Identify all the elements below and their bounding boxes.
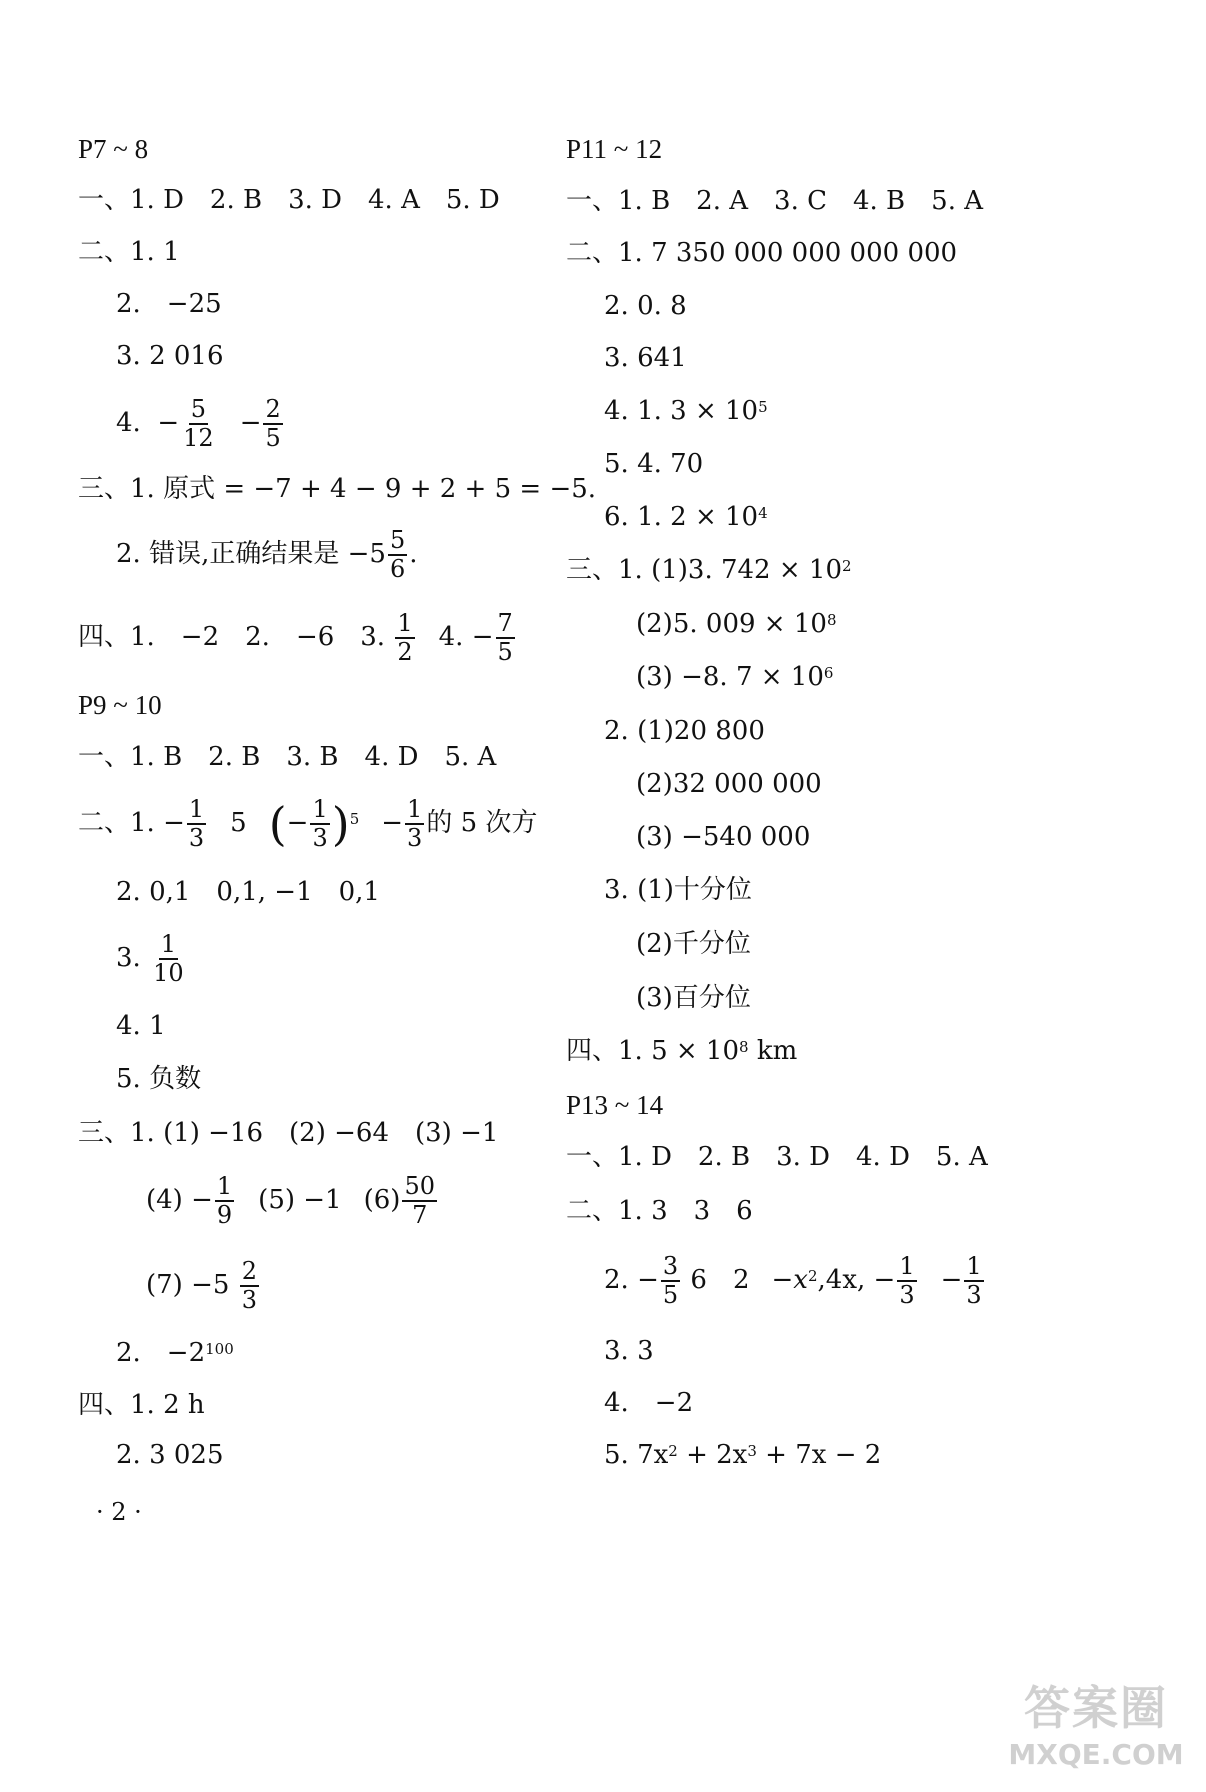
answer-row: 一、1. D 2. B 3. D 4. D 5. A	[566, 1142, 988, 1172]
answer-row: 一、1. B 2. A 3. C 4. B 5. A	[566, 186, 984, 216]
answer-row: 一、1. D 2. B 3. D 4. A 5. D	[78, 185, 500, 215]
fraction: $\frac{50}{7}$	[404, 1171, 435, 1229]
answer-row: 3. 3	[604, 1336, 654, 1366]
fraction: $\frac{1}{10}$	[153, 929, 184, 987]
section-title-p13-14: P13 ~ 14	[566, 1090, 664, 1120]
answer-row: 2. 错误,正确结果是 −5 $\frac{5}{6}$ .	[116, 525, 418, 583]
fraction: $\frac{1}{9}$	[216, 1171, 233, 1229]
answer-row: (3) −540 000	[636, 822, 811, 852]
page-number: · 2 ·	[96, 1498, 142, 1526]
watermark-text: 答案圈	[1024, 1681, 1168, 1735]
fraction: $\frac{1}{3}$	[312, 794, 328, 852]
section-title-p9-10: P9 ~ 10	[78, 690, 162, 720]
answer-row: 2. 0,1 0,1, −1 0,1	[116, 877, 380, 907]
answer-row: 四、1. −2 2. −6 3. $\frac{1}{2}$ 4. − $\frac{7}{5}$	[78, 608, 513, 666]
watermark-logo	[996, 1672, 1196, 1784]
answer-row: 3. (1)十分位	[604, 875, 752, 905]
answer-row: 一、1. B 2. B 3. B 4. D 5. A	[78, 742, 497, 772]
answer-row: (3) −8. $7 \times 10^6$	[636, 662, 834, 692]
answer-row: 5. 4. 70	[604, 449, 704, 479]
answer-row: 2. 0. 8	[604, 291, 687, 321]
answer-row: 2. −25	[116, 289, 222, 319]
answer-row: 二、1. 7 350 000 000 000 000	[566, 238, 958, 268]
section-title-p7-8: P7 ~ 8	[78, 134, 149, 164]
fraction: $\frac{1}{3}$	[188, 794, 205, 852]
answer-row: 4. 1. $3 \times 10^5$	[604, 396, 768, 426]
watermark-url: MXQE.COM	[1008, 1738, 1184, 1771]
fraction: $\frac{7}{5}$	[497, 608, 513, 666]
answer-row: 2. (1)20 800	[604, 716, 765, 746]
answer-row: (3)百分位	[636, 983, 751, 1013]
answer-row: 5. 负数	[116, 1064, 202, 1094]
answer-row: (4) − $\frac{1}{9}$ (5) −1 (6) $\frac{50}{7}$	[146, 1171, 435, 1229]
fraction: $\frac{1}{3}$	[407, 794, 423, 852]
answer-row: 5. $7x^2 + 2x^3 + 7x - 2$	[604, 1440, 882, 1470]
answer-row: 三、1. 原式 = −7 + 4 − 9 + 2 + 5 = −5.	[78, 474, 597, 504]
answer-row: 二、1. 1	[78, 237, 180, 267]
fraction: $\frac{1}{3}$	[899, 1251, 915, 1309]
answer-row: 4. −2	[604, 1388, 694, 1418]
fraction: $\frac{5}{12}$	[183, 394, 214, 452]
answer-row: 6. 1. $2 \times 10^4$	[604, 502, 768, 532]
answer-row: 4. 1	[116, 1011, 166, 1041]
answer-row: 3. $\frac{1}{10}$	[116, 929, 184, 987]
section-title-p11-12: P11 ~ 12	[566, 134, 663, 164]
answer-row: 2. $-2^{100}$	[116, 1338, 234, 1368]
answer-row: 二、1. 3 3 6	[566, 1196, 753, 1226]
answer-row: (2)32 000 000	[636, 769, 822, 799]
answer-row: 四、1. 2 h	[78, 1390, 205, 1420]
answer-row: (2)千分位	[636, 929, 751, 959]
answer-row: 2. − $\frac{3}{5}$ 6 $2 -x^2,4x$, − $\frac{1}{3}$ − $\frac{1}{3}$	[604, 1251, 982, 1309]
answer-row: 二、1. − $\frac{1}{3}$ 5 (− $\frac{1}{3}$ )$^5$ − $\frac{1}{3}$ 的 5 次方	[78, 794, 538, 852]
fraction: $\frac{5}{6}$	[389, 525, 406, 583]
answer-row: (2)5. $009 \times 10^8$	[636, 609, 837, 639]
answer-row: 3. 641	[604, 343, 687, 373]
answer-row: (7) −5 $\frac{2}{3}$	[146, 1256, 257, 1314]
answer-row: 三、1. (1) −16 (2) −64 (3) −1	[78, 1118, 499, 1148]
fraction: $\frac{2}{5}$	[265, 394, 281, 452]
answer-row: 3. 2 016	[116, 341, 224, 371]
fraction: $\frac{3}{5}$	[662, 1251, 679, 1309]
answer-row: 三、1. (1)3. $742 \times 10^2$	[566, 555, 852, 585]
answer-row: 2. 3 025	[116, 1440, 224, 1470]
fraction: $\frac{1}{3}$	[966, 1251, 982, 1309]
fraction: $\frac{1}{2}$	[397, 608, 413, 666]
answer-row: 4. − $\frac{5}{12}$ − $\frac{2}{5}$	[116, 394, 281, 452]
fraction: $\frac{2}{3}$	[241, 1256, 257, 1314]
answer-row: 四、1. $5 \times 10^8$ km	[566, 1036, 798, 1066]
